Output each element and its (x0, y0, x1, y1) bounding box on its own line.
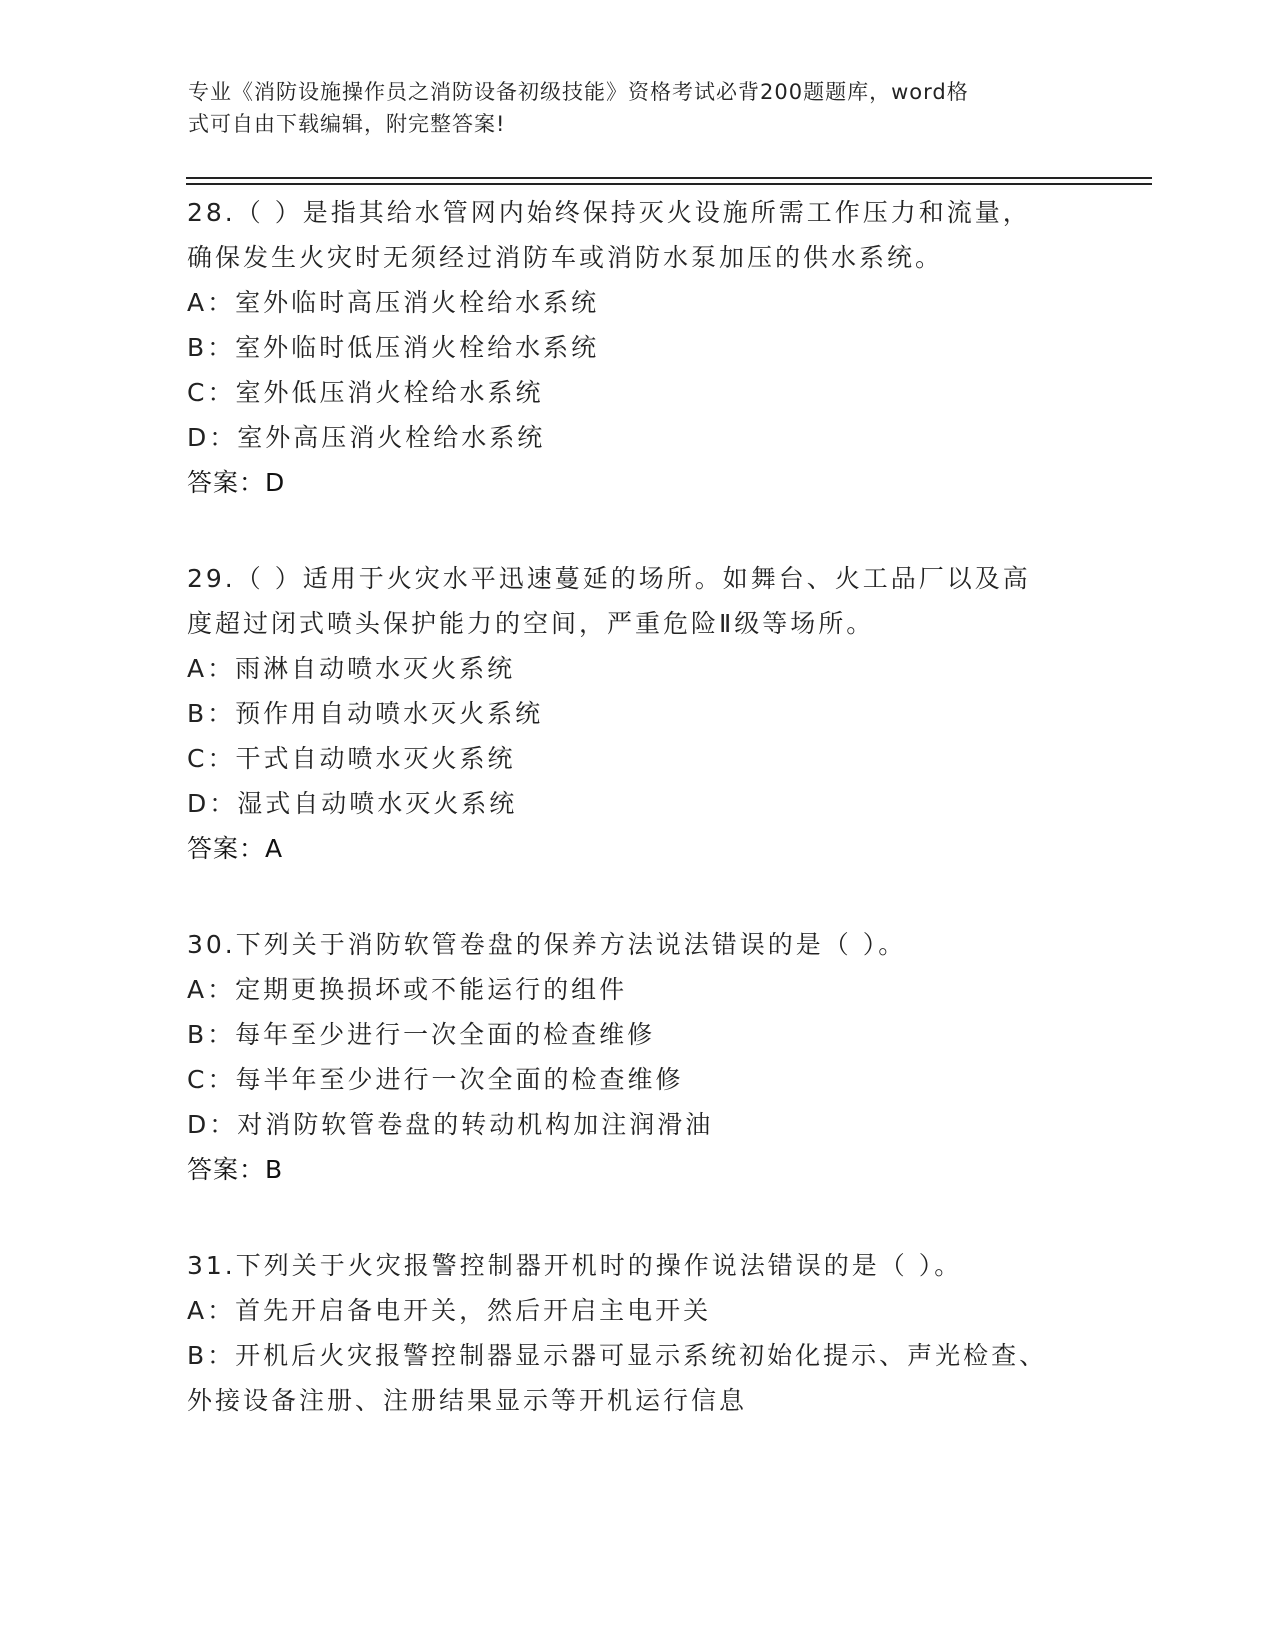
option-a: A：首先开启备电开关，然后开启主电开关 (187, 1296, 712, 1325)
question-30 (187, 922, 1107, 1192)
option-d: D：对消防软管卷盘的转动机构加注润滑油 (187, 1110, 714, 1139)
header-divider-bottom (186, 183, 1152, 185)
option-b: B：开机后火灾报警控制器显示器可显示系统初始化提示、声光检查、 (187, 1341, 1048, 1370)
question-stem-line: 30.下列关于消防软管卷盘的保养方法说法错误的是（ ）。 (187, 930, 907, 959)
question-28 (187, 190, 1107, 505)
option-b: B：室外临时低压消火栓给水系统 (187, 333, 600, 362)
question-stem-line: 度超过闭式喷头保护能力的空间，严重危险Ⅱ级等场所。 (187, 609, 875, 638)
document-header (188, 76, 1068, 140)
question-stem-line: 31.下列关于火灾报警控制器开机时的操作说法错误的是（ ）。 (187, 1251, 963, 1280)
answer-line: 答案：B (187, 1155, 284, 1184)
answer-line: 答案：D (187, 468, 286, 497)
header-line-2: 式可自由下载编辑，附完整答案! (188, 112, 506, 136)
question-stem-line: 28.（ ）是指其给水管网内始终保持灭火设施所需工作压力和流量， (187, 198, 1031, 227)
option-b-continued: 外接设备注册、注册结果显示等开机运行信息 (187, 1386, 748, 1415)
option-c: C：干式自动喷水灭火系统 (187, 744, 516, 773)
header-line-1: 专业《消防设施操作员之消防设备初级技能》资格考试必背200题题库，word格 (188, 80, 969, 104)
question-stem-line: 确保发生火灾时无须经过消防车或消防水泵加压的供水系统。 (187, 243, 944, 272)
option-a: A：室外临时高压消火栓给水系统 (187, 288, 600, 317)
option-b: B：每年至少进行一次全面的检查维修 (187, 1020, 656, 1049)
option-c: C：每半年至少进行一次全面的检查维修 (187, 1065, 684, 1094)
answer-line: 答案：A (187, 834, 284, 863)
question-31 (187, 1243, 1107, 1423)
question-29 (187, 556, 1107, 871)
option-d: D：室外高压消火栓给水系统 (187, 423, 546, 452)
question-list (187, 190, 1107, 1474)
option-c: C：室外低压消火栓给水系统 (187, 378, 544, 407)
header-divider-top (186, 177, 1152, 179)
question-stem-line: 29.（ ）适用于火灾水平迅速蔓延的场所。如舞台、火工品厂以及高 (187, 564, 1031, 593)
option-a: A：雨淋自动喷水灭火系统 (187, 654, 516, 683)
option-b: B：预作用自动喷水灭火系统 (187, 699, 544, 728)
option-a: A：定期更换损坏或不能运行的组件 (187, 975, 628, 1004)
option-d: D：湿式自动喷水灭火系统 (187, 789, 518, 818)
